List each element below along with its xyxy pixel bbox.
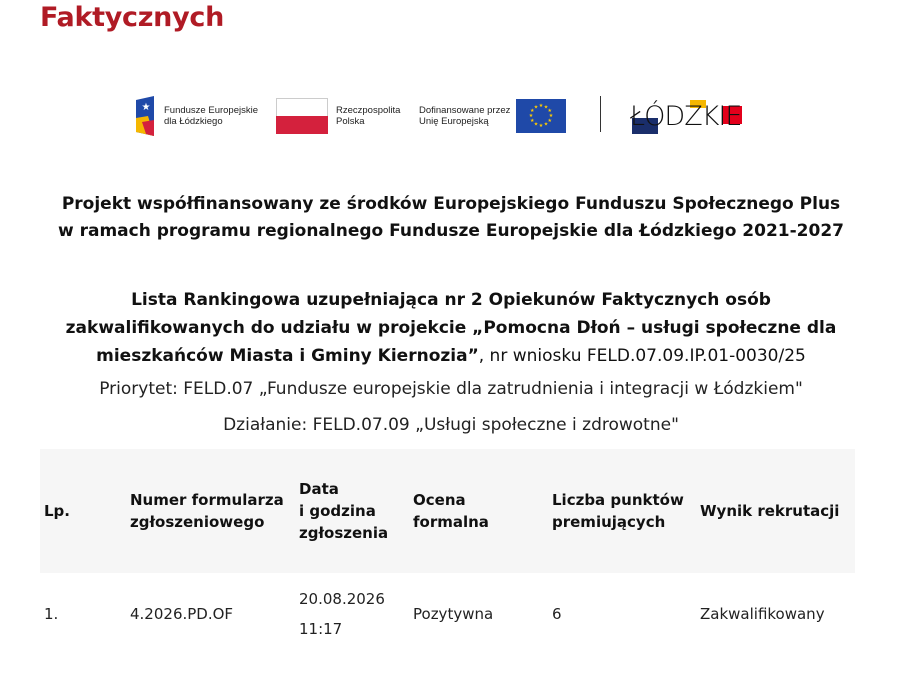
- header-date: Data i godzina zgłoszenia: [295, 449, 409, 573]
- cell-date: 20.08.2026 11:17: [299, 590, 385, 638]
- poland-flag-icon: [276, 98, 328, 134]
- cell-points: 6: [552, 605, 562, 623]
- header-lp: Lp.: [40, 449, 126, 573]
- rp-logo-line2: Polska: [336, 116, 365, 127]
- cell-form-number: 4.2026.PD.OF: [130, 605, 234, 623]
- cell-result: Zakwalifikowany: [700, 605, 825, 623]
- svg-text:★: ★: [529, 113, 534, 119]
- svg-text:★: ★: [539, 103, 544, 109]
- svg-text:★: ★: [547, 118, 553, 124]
- svg-text:★: ★: [530, 108, 535, 114]
- svg-text:★: ★: [539, 123, 544, 129]
- ranking-table: [40, 449, 855, 655]
- ranking-heading: [0, 286, 902, 370]
- logo-bar: [0, 94, 902, 138]
- project-heading-line2: w ramach programu regionalnego Fundusze Europejskie dla Łódzkiego 2021-2027: [57, 221, 844, 241]
- lodzkie-logo: [630, 94, 741, 138]
- svg-text:★: ★: [544, 121, 549, 128]
- svg-text:★: ★: [544, 104, 549, 111]
- project-heading-line1: Projekt współfinansowany ze środków Europejskiego Funduszu Społecznego Plus: [61, 194, 841, 214]
- action-text: Działanie: FELD.07.09 „Usługi społeczne i zdrowotne": [223, 415, 679, 435]
- svg-text:★: ★: [549, 113, 554, 119]
- cell-lp: 1.: [44, 605, 59, 623]
- project-heading: [0, 191, 902, 245]
- fe-flag-icon: [134, 96, 156, 136]
- svg-text:★: ★: [534, 104, 539, 111]
- rp-logo-line1: Rzeczpospolita: [336, 105, 401, 116]
- ue-logo: [419, 94, 566, 138]
- ranking-heading-line2: zakwalifikowanych do udziału w projekcie „Pomocna Dłoń – usługi społeczne dla: [65, 318, 837, 338]
- priority-text: Priorytet: FELD.07 „Fundusze europejskie dla zatrudnienia i integracji w Łódzkiem": [99, 379, 803, 399]
- ue-logo-line1: Dofinansowane przez: [419, 105, 511, 116]
- fe-logo: [134, 94, 258, 138]
- logo-separator: [600, 96, 601, 132]
- header-evaluation: Ocena formalna: [409, 449, 548, 573]
- fe-logo-line1: Fundusze Europejskie: [164, 105, 258, 116]
- table-row: [40, 573, 855, 655]
- page-title: Faktycznych: [40, 2, 225, 33]
- svg-text:★: ★: [530, 118, 535, 124]
- table-header-row: [40, 449, 855, 573]
- svg-text:★: ★: [141, 102, 151, 113]
- ranking-heading-line3: mieszkańców Miasta i Gminy Kiernozia”, nr wniosku FELD.07.09.IP.01-0030/25: [96, 346, 806, 366]
- svg-text:★: ★: [534, 121, 539, 128]
- header-result: Wynik rekrutacji: [696, 449, 855, 573]
- cell-evaluation: Pozytywna: [413, 605, 494, 623]
- header-form-number: Numer formularza zgłoszeniowego: [126, 449, 295, 573]
- lodzkie-logo-text: ŁÓDZKIE: [630, 100, 742, 132]
- header-points: Liczba punktów premiujących: [548, 449, 696, 573]
- ranking-heading-line1: Lista Rankingowa uzupełniająca nr 2 Opiekunów Faktycznych osób: [131, 290, 771, 310]
- svg-text:★: ★: [547, 108, 553, 114]
- fe-logo-line2: dla Łódzkiego: [164, 116, 223, 127]
- ue-logo-line2: Unię Europejską: [419, 116, 489, 127]
- eu-flag-icon: [516, 99, 566, 133]
- rp-logo: [276, 94, 400, 138]
